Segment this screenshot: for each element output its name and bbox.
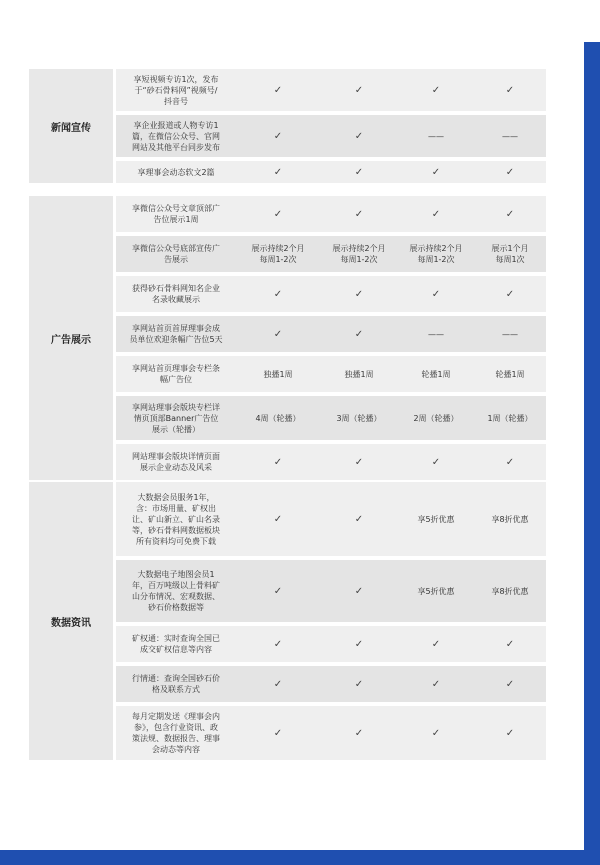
table-row <box>116 666 546 702</box>
check-icon: ✓ <box>354 166 364 178</box>
check-icon: ✓ <box>273 166 283 178</box>
tier-value-cell: 2周（轮播） <box>413 413 459 423</box>
tier-value-cell: —— <box>428 131 444 141</box>
check-icon: ✓ <box>431 208 441 220</box>
check-icon: ✓ <box>273 328 283 340</box>
tier-value-cell: 享8折优惠 <box>491 514 529 524</box>
tier-value-cell: 享5折优惠 <box>417 514 455 524</box>
tier-value-cell: 独播1周 <box>344 369 374 379</box>
tier-value-cell: 独播1周 <box>263 369 293 379</box>
tier-value-cell: 享5折优惠 <box>417 586 455 596</box>
benefit-cell: 大数据电子地图会员1 年，百万吨级以上骨料矿 山分布情况、宏观数据、 砂石价格数据等 <box>132 570 220 612</box>
tier-value-cell: —— <box>502 131 518 141</box>
benefit-cell: 行情通：查询全国砂石价 格及联系方式 <box>132 674 220 694</box>
check-icon: ✓ <box>431 84 441 96</box>
check-icon: ✓ <box>505 288 515 300</box>
check-icon: ✓ <box>273 456 283 468</box>
tier-value-cell: 3周（轮播） <box>336 413 382 423</box>
check-icon: ✓ <box>354 288 364 300</box>
benefit-cell: 获得砂石骨料网知名企业 名录收藏展示 <box>132 284 220 304</box>
tier-value-cell: 展示持续2个月 每周1-2次 <box>409 244 463 264</box>
table-row <box>116 69 546 111</box>
check-icon: ✓ <box>505 208 515 220</box>
table-row <box>116 706 546 760</box>
check-icon: ✓ <box>431 456 441 468</box>
benefit-cell: 矿权通：实时查询全国已 成交矿权信息等内容 <box>132 634 220 654</box>
check-icon: ✓ <box>431 678 441 690</box>
tier-value-cell: 展示持续2个月 每周1-2次 <box>251 244 305 264</box>
benefit-cell: 享微信公众号底部宣传广 告展示 <box>132 244 220 264</box>
check-icon: ✓ <box>354 585 364 597</box>
check-icon: ✓ <box>354 208 364 220</box>
check-icon: ✓ <box>273 84 283 96</box>
check-icon: ✓ <box>431 166 441 178</box>
check-icon: ✓ <box>354 456 364 468</box>
table-row <box>116 396 546 440</box>
check-icon: ✓ <box>505 456 515 468</box>
check-icon: ✓ <box>273 130 283 142</box>
check-icon: ✓ <box>354 130 364 142</box>
tier-value-cell: —— <box>428 329 444 339</box>
check-icon: ✓ <box>505 166 515 178</box>
table-row <box>116 161 546 183</box>
check-icon: ✓ <box>505 84 515 96</box>
tier-value-cell: 轮播1周 <box>421 369 451 379</box>
tier-value-cell: 展示1个月 每周1次 <box>491 244 529 264</box>
check-icon: ✓ <box>354 84 364 96</box>
table-row <box>116 626 546 662</box>
tier-value-cell: 展示持续2个月 每周1-2次 <box>332 244 386 264</box>
benefit-cell: 享网站理事会版块专栏详 情页顶部Banner广告位 展示（轮播） <box>132 402 220 434</box>
benefit-cell: 网站理事会版块详情页面 展示企业动态及风采 <box>132 452 220 472</box>
table-row <box>116 444 546 480</box>
benefit-cell: 享网站首页理事会专栏条 幅广告位 <box>132 364 220 384</box>
check-icon: ✓ <box>273 678 283 690</box>
benefit-cell: 享短视频专访1次，发布 于“砂石骨料网”视频号/ 抖音号 <box>133 74 219 106</box>
benefit-cell: 大数据会员服务1年， 含：市场用量、矿权出 让、矿山新立、矿山名录 等，砂石骨料网数据板块 所有资料均可免费下载 <box>132 492 220 546</box>
check-icon: ✓ <box>273 585 283 597</box>
benefit-cell: 享网站首页首屏理事会成 员单位欢迎条幅广告位5天 <box>129 324 223 344</box>
page-corner <box>584 0 600 42</box>
table-row <box>116 482 546 556</box>
table-row <box>116 316 546 352</box>
check-icon: ✓ <box>273 288 283 300</box>
check-icon: ✓ <box>354 328 364 340</box>
section-group <box>29 196 546 480</box>
check-icon: ✓ <box>431 288 441 300</box>
check-icon: ✓ <box>354 727 364 739</box>
check-icon: ✓ <box>354 513 364 525</box>
check-icon: ✓ <box>505 678 515 690</box>
check-icon: ✓ <box>431 638 441 650</box>
table-row <box>116 560 546 622</box>
check-icon: ✓ <box>431 727 441 739</box>
section-group <box>29 69 546 183</box>
tier-value-cell: 1周（轮播） <box>487 413 533 423</box>
tier-value-cell: 享8折优惠 <box>491 586 529 596</box>
table-row <box>116 356 546 392</box>
benefit-cell: 享微信公众号文章顶部广 告位展示1周 <box>132 204 220 224</box>
table-row <box>116 276 546 312</box>
check-icon: ✓ <box>505 638 515 650</box>
tier-value-cell: 轮播1周 <box>495 369 525 379</box>
table-row <box>116 196 546 232</box>
table-row <box>116 115 546 157</box>
check-icon: ✓ <box>505 727 515 739</box>
check-icon: ✓ <box>273 727 283 739</box>
category-label: 广告展示 <box>29 196 113 480</box>
category-label: 数据资讯 <box>29 482 113 760</box>
benefit-cell: 每月定期发送《理事会内 参》，包含行业资讯、政 策法规、数据报告、理事 会动态等内容 <box>132 712 220 754</box>
category-label: 新闻宣传 <box>29 69 113 183</box>
table-row <box>116 236 546 272</box>
check-icon: ✓ <box>273 638 283 650</box>
tier-value-cell: 4周（轮播） <box>255 413 301 423</box>
tier-value-cell: —— <box>502 329 518 339</box>
benefit-cell: 享理事会动态软文2篇 <box>137 167 215 177</box>
check-icon: ✓ <box>354 678 364 690</box>
benefit-cell: 享企业报道或人物专访1 篇，在微信公众号、官网 网站及其他平台同步发布 <box>132 120 220 152</box>
check-icon: ✓ <box>273 513 283 525</box>
check-icon: ✓ <box>354 638 364 650</box>
section-group <box>29 482 546 760</box>
check-icon: ✓ <box>273 208 283 220</box>
